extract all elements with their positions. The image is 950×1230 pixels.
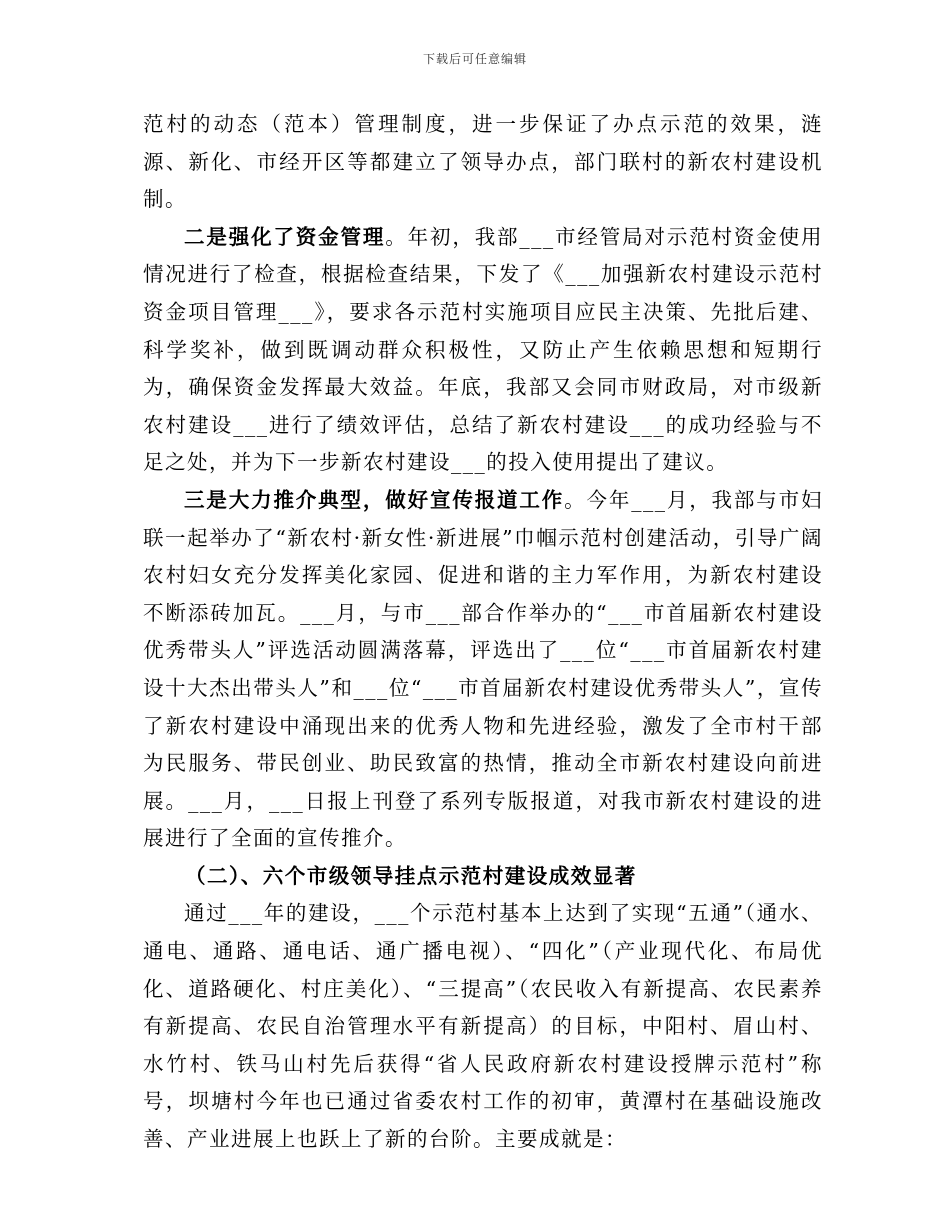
- paragraph-achievements: 通过___年的建设，___个示范村基本上达到了实现“五通”（通水、通电、通路、通电话、通广播电视）、“四化”（产业现代化、布局优化、道路硬化、村庄美化）、“三提高”（农民收入有新提高、农民素养有新提高、农民自治管理水平有新提高）的目标，中阳村、眉山村、水竹村、铁马山村先后获得“省人民政府新农村建设授牌示范村”称号，坝塘村今年也已通过省委农村工作的初审，黄潭村在基础设施改善、产业进展上也跃上了新的台阶。主要成就是：: [143, 901, 823, 1152]
- paragraph-publicity: [143, 482, 823, 858]
- paragraph-text-publicity: 。今年___月，我部与市妇联一起举办了“新农村·新女性·新进展”巾帼示范村创建活动，引导广阔农村妇女充分发挥美化家园、促进和谐的主力军作用，为新农村建设不断添砖加瓦。___月，与市___部合作举办的“___市首届新农村建设优秀带头人”评选活动圆满落幕，评选出了___位“___市首届新农村建设十大杰出带头人”和___位“___市首届新农村建设优秀带头人”，宣传了新农村建设中涌现出来的优秀人物和先进经验，激发了全市村干部为民服务、带民创业、助民致富的热情，推动全市新农村建设向前进展。___月，___日报上刊登了系列专版报道，对我市新农村建设的进展进行了全面的宣传推介。: [143, 487, 824, 851]
- paragraph-funds-management: [143, 219, 823, 482]
- paragraph-lead-funds: 二是强化了资金管理: [184, 224, 386, 249]
- section-heading: （二）、六个市级领导挂点示范村建设成效显著: [185, 863, 637, 888]
- paragraph-text-funds: 。年初，我部___市经管局对示范村资金使用情况进行了检查，根据检查结果，下发了《___加强新农村建设示范村资金项目管理___》，要求各示范村实施项目应民主决策、先批后建、科学奖补，做到既调动群众积极性，又防止产生依赖思想和短期行为，确保资金发挥最大效益。年底，我部又会同市财政局，对市级新农村建设___进行了绩效评估，总结了新农村建设___的成功经验与不足之处，并为下一步新农村建设___的投入使用提出了建议。: [143, 224, 823, 475]
- page-header: 下载后可任意编辑: [422, 52, 527, 66]
- document-body: [143, 106, 823, 1159]
- paragraph-lead-publicity: 三是大力推介典型，做好宣传报道工作: [184, 487, 565, 512]
- paragraph-continuation: 范村的动态（范本）管理制度，进一步保证了办点示范的效果，涟源、新化、市经开区等都建立了领导办点，部门联村的新农村建设机制。: [143, 112, 823, 212]
